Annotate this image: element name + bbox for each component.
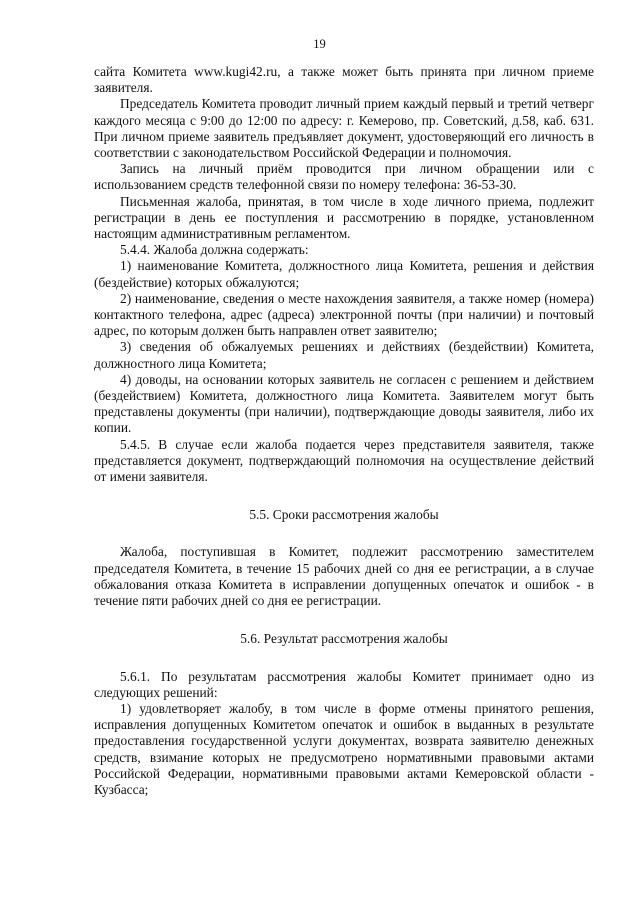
section-heading-5-5: 5.5. Сроки рассмотрения жалобы [249, 507, 439, 523]
paragraph-5-5-text: Жалоба, поступившая в Комитет, подлежит рассмотрению заместителем председателя Комитета, в течение 15 рабочих дней со дня ее регистрации, а в случае обжалования отказа Комитета в исправлении допущенных опечаток и ошибок - в течение пяти рабочих дней со дня ее регистрации. [94, 544, 594, 609]
paragraph-personal-reception: Председатель Комитета проводит личный прием каждый первый и третий четверг каждого месяца с 9:00 до 12:00 по адресу: г. Кемерово, пр. Советский, д.58, каб. 631. При личном приеме заявитель предъявляет документ, удостоверяющий его личность в соответствии с законодательством Российской Федерации и полномочия. [94, 96, 594, 161]
section-heading-5-6: 5.6. Результат рассмотрения жалобы [240, 631, 448, 647]
page-number: 19 [313, 37, 326, 51]
list-item-1: 1) наименование Комитета, должностного лица Комитета, решения и действия (бездействие) которых обжалуются; [94, 258, 594, 290]
list-item-5-6-1-1: 1) удовлетворяет жалобу, в том числе в форме отмены принятого решения, исправления допущенных Комитетом опечаток и ошибок в выданных в результате предоставления государственной услуги документах, возврата заявителю денежных средств, взимание которых не предусмотрено нормативными правовыми актами Российской Федерации, нормативными правовыми актами Кемеровской области - Кузбасса; [94, 700, 594, 797]
list-item-2: 2) наименование, сведения о месте нахождения заявителя, а также номер (номера) контактного телефона, адрес (адреса) электронной почты (при наличии) и почтовый адрес, по которым должен быть направлен ответ заявителю; [94, 290, 594, 339]
paragraph-website: сайта Комитета www.kugi42.ru, а также может быть принята при личном приеме заявителя. [94, 64, 594, 96]
paragraph-5-4-4: 5.4.4. Жалоба должна содержать: [120, 242, 309, 258]
paragraph-5-4-5: 5.4.5. В случае если жалоба подается через представителя заявителя, также представляется документ, подтверждающий полномочия на осуществление действий от имени заявителя. [94, 436, 594, 485]
list-item-3: 3) сведения об обжалуемых решениях и действиях (бездействии) Комитета, должностного лица Комитета; [94, 339, 594, 371]
paragraph-appointment: Запись на личный приём проводится при личном обращении или с использованием средств телефонной связи по номеру телефона: 36-53-30. [94, 161, 594, 193]
paragraph-written-complaint: Письменная жалоба, принятая, в том числе в ходе личного приема, подлежит регистрации в день ее поступления и рассмотрению в порядке, установленном настоящим административным регламентом. [94, 193, 594, 242]
list-item-4: 4) доводы, на основании которых заявитель не согласен с решением и действием (бездействием) Комитета, должностного лица Комитета. Заявителем могут быть представлены документы (при наличии), подтверждающие доводы заявителя, либо их копии. [94, 371, 594, 436]
document-body [94, 64, 594, 798]
paragraph-5-6-1: 5.6.1. По результатам рассмотрения жалобы Комитет принимает одно из следующих решений: [94, 668, 594, 700]
